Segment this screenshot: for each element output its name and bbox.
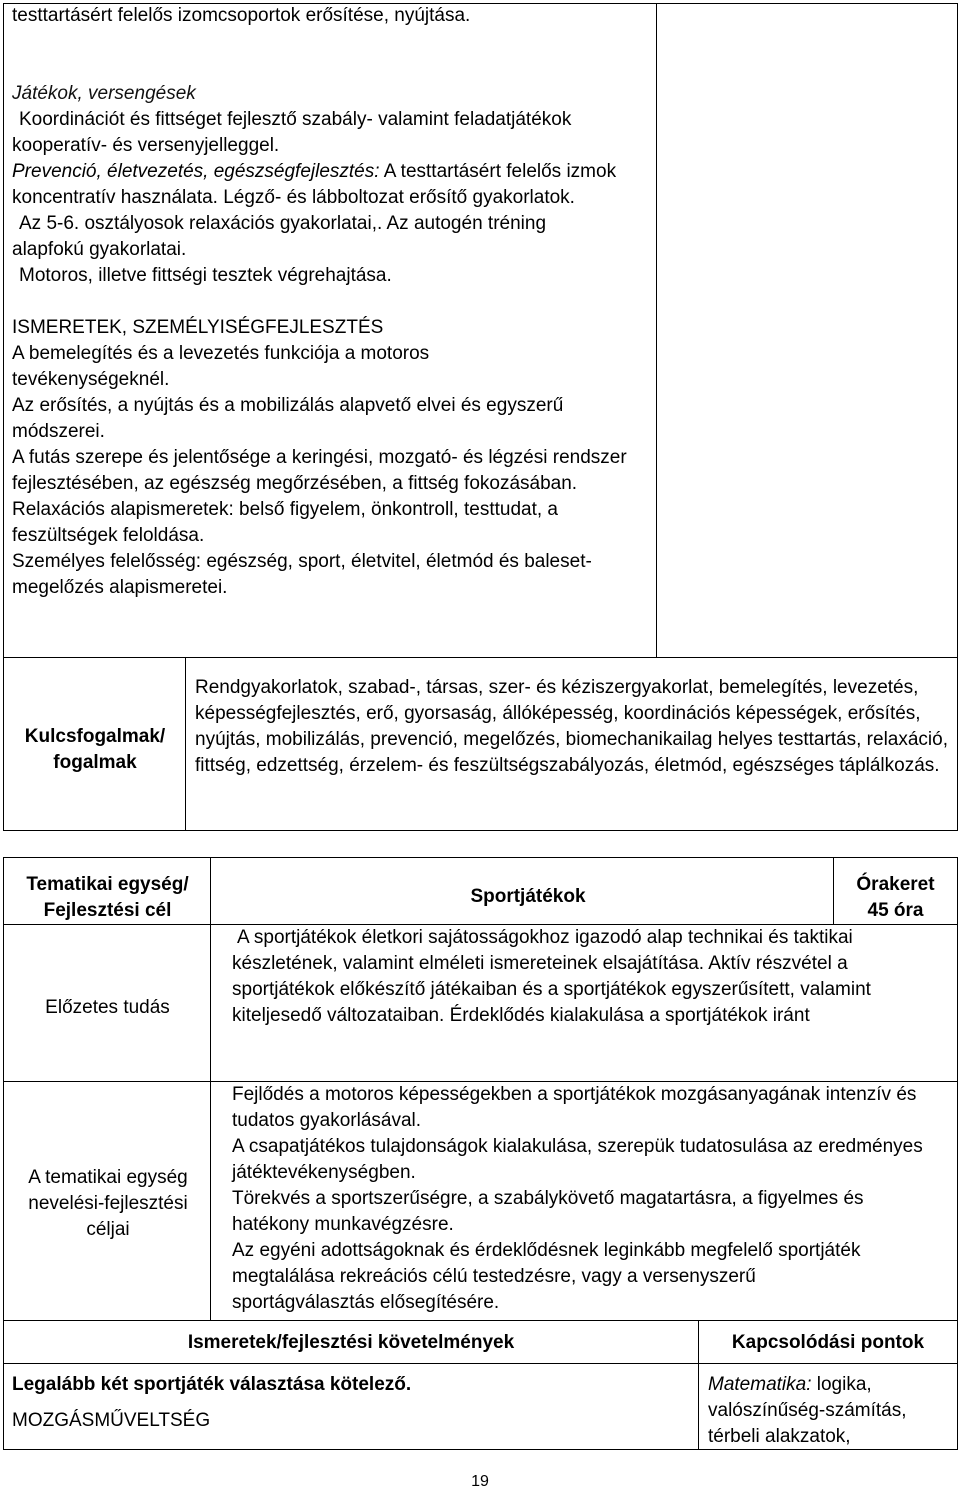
prior-text: A sportjátékok életkori sajátosságokhoz igazodó alap technikai és taktikai készletének, valamint elméleti ismereteinek elsajátítása. Aktív részvétel a sportjátékok előkészítő játékaiban és a sportjátékok egyszerűsített, valamint kiteljesedő változataiban. Érdeklődés kialakulása a sportjátékok iránt [232, 927, 871, 1026]
section-title: MOZGÁSMŰVELTSÉG [12, 1410, 211, 1431]
text-line: testtartásért felelős izomcsoportok erősítése, nyújtása. [12, 5, 471, 26]
requirements-header: Ismeretek/fejlesztési követelmények [187, 1332, 515, 1353]
goal-item: Fejlődés a motoros képességekben a sportjátékok mozgásanyagának intenzív és tudatos gyakorlásával. [232, 1084, 917, 1131]
connections-subject: Matematika: [708, 1374, 812, 1395]
page-number: 19 [471, 1473, 489, 1490]
knowledge-item: A futás szerepe és jelentősége a keringési, mozgató- és légzési rendszer fejlesztésében, az egészség megőrzésében, a fittség fokozásában. [12, 447, 627, 494]
knowledge-item: Személyes felelősség: egészség, sport, életvitel, életmód és baleset-megelőzés alapismeretei. [12, 551, 592, 598]
key-concepts-text: Rendgyakorlatok, szabad-, társas, szer- és kéziszergyakorlat, bemelegítés, levezetés, képességfejlesztés, erő, gyorsaság, állóképesség, koordinációs képességek, erősítés, nyújtás, mobilizálás, prevenció, megelőzés, biomechanikailag helyes testtartás, relaxáció, fittség, edzettség, érzelem- és feszültségszabályozás, életmód, egészséges táplálkozás. [195, 677, 948, 776]
connections-body [708, 1372, 953, 1450]
top-right-cell [656, 3, 958, 658]
goals-label: A tematikai egység nevelési-fejlesztési céljai [28, 1167, 188, 1240]
knowledge-item: Az erősítés, a nyújtás és a mobilizálás alapvető elvei és egyszerű módszerei. [12, 395, 564, 442]
relax-text: Az 5-6. osztályosok relaxációs gyakorlatai,. Az autogén tréning alapfokú gyakorlatai. [12, 213, 547, 260]
prevention-paragraph [12, 159, 642, 211]
requirements-body [12, 1372, 692, 1434]
top-content [12, 3, 652, 601]
knowledge-heading: ISMERETEK, SZEMÉLYISÉGFEJLESZTÉS [12, 317, 384, 338]
unit-title: Sportjátékok [470, 886, 586, 907]
goal-item: Törekvés a sportszerűségre, a szabálykövető magatartásra, a figyelmes és hatékony munkavégzésre. [232, 1188, 864, 1235]
unit-label: Tematikai egység/ Fejlesztési cél [26, 874, 189, 921]
goal-item: Az egyéni adottságoknak és érdeklődésnek leginkább megfelelő sportjáték megtalálása rekreációs célú testedzésre, vagy a versenyszerű sportágválasztás elősegítésére. [232, 1240, 861, 1313]
mandatory-text: Legalább két sportjáték választása kötelező. [12, 1374, 412, 1395]
goal-item: A csapatjátékos tulajdonságok kialakulása, szerepük tudatosulása az eredményes játéktevékenységben. [232, 1136, 923, 1183]
connections-text: logika, valószínűség-számítás, térbeli alakzatok, [708, 1374, 907, 1447]
unit-hours-label: Órakeret [856, 874, 935, 895]
knowledge-item: Relaxációs alapismeretek: belső figyelem, önkontroll, testtudat, a feszültségek feloldása. [12, 499, 558, 546]
knowledge-item: A bemelegítés és a levezetés funkciója a motoros tevékenységeknél. [12, 343, 430, 390]
connections-header: Kapcsolódási pontok [731, 1332, 925, 1353]
key-concepts-label: Kulcsfogalmak/ fogalmak [24, 726, 166, 773]
motor-text: Motoros, illetve fittségi tesztek végrehajtása. [19, 265, 392, 286]
unit-hours-value: 45 óra [867, 900, 924, 921]
prevention-label: Prevenció, életvezetés, egészségfejlesztés: [12, 161, 380, 182]
goals-text [232, 1082, 944, 1316]
prevention-text: A testtartásért felelős izmok koncentratív használata. Légző- és lábboltozat erősítő gyakorlatok. [12, 161, 617, 208]
games-heading: Játékok, versengések [12, 83, 196, 104]
prior-label: Előzetes tudás [45, 997, 170, 1018]
games-text: Koordinációt és fittséget fejlesztő szabály- valamint feladatjátékok kooperatív- és versenyjelleggel. [12, 109, 572, 156]
